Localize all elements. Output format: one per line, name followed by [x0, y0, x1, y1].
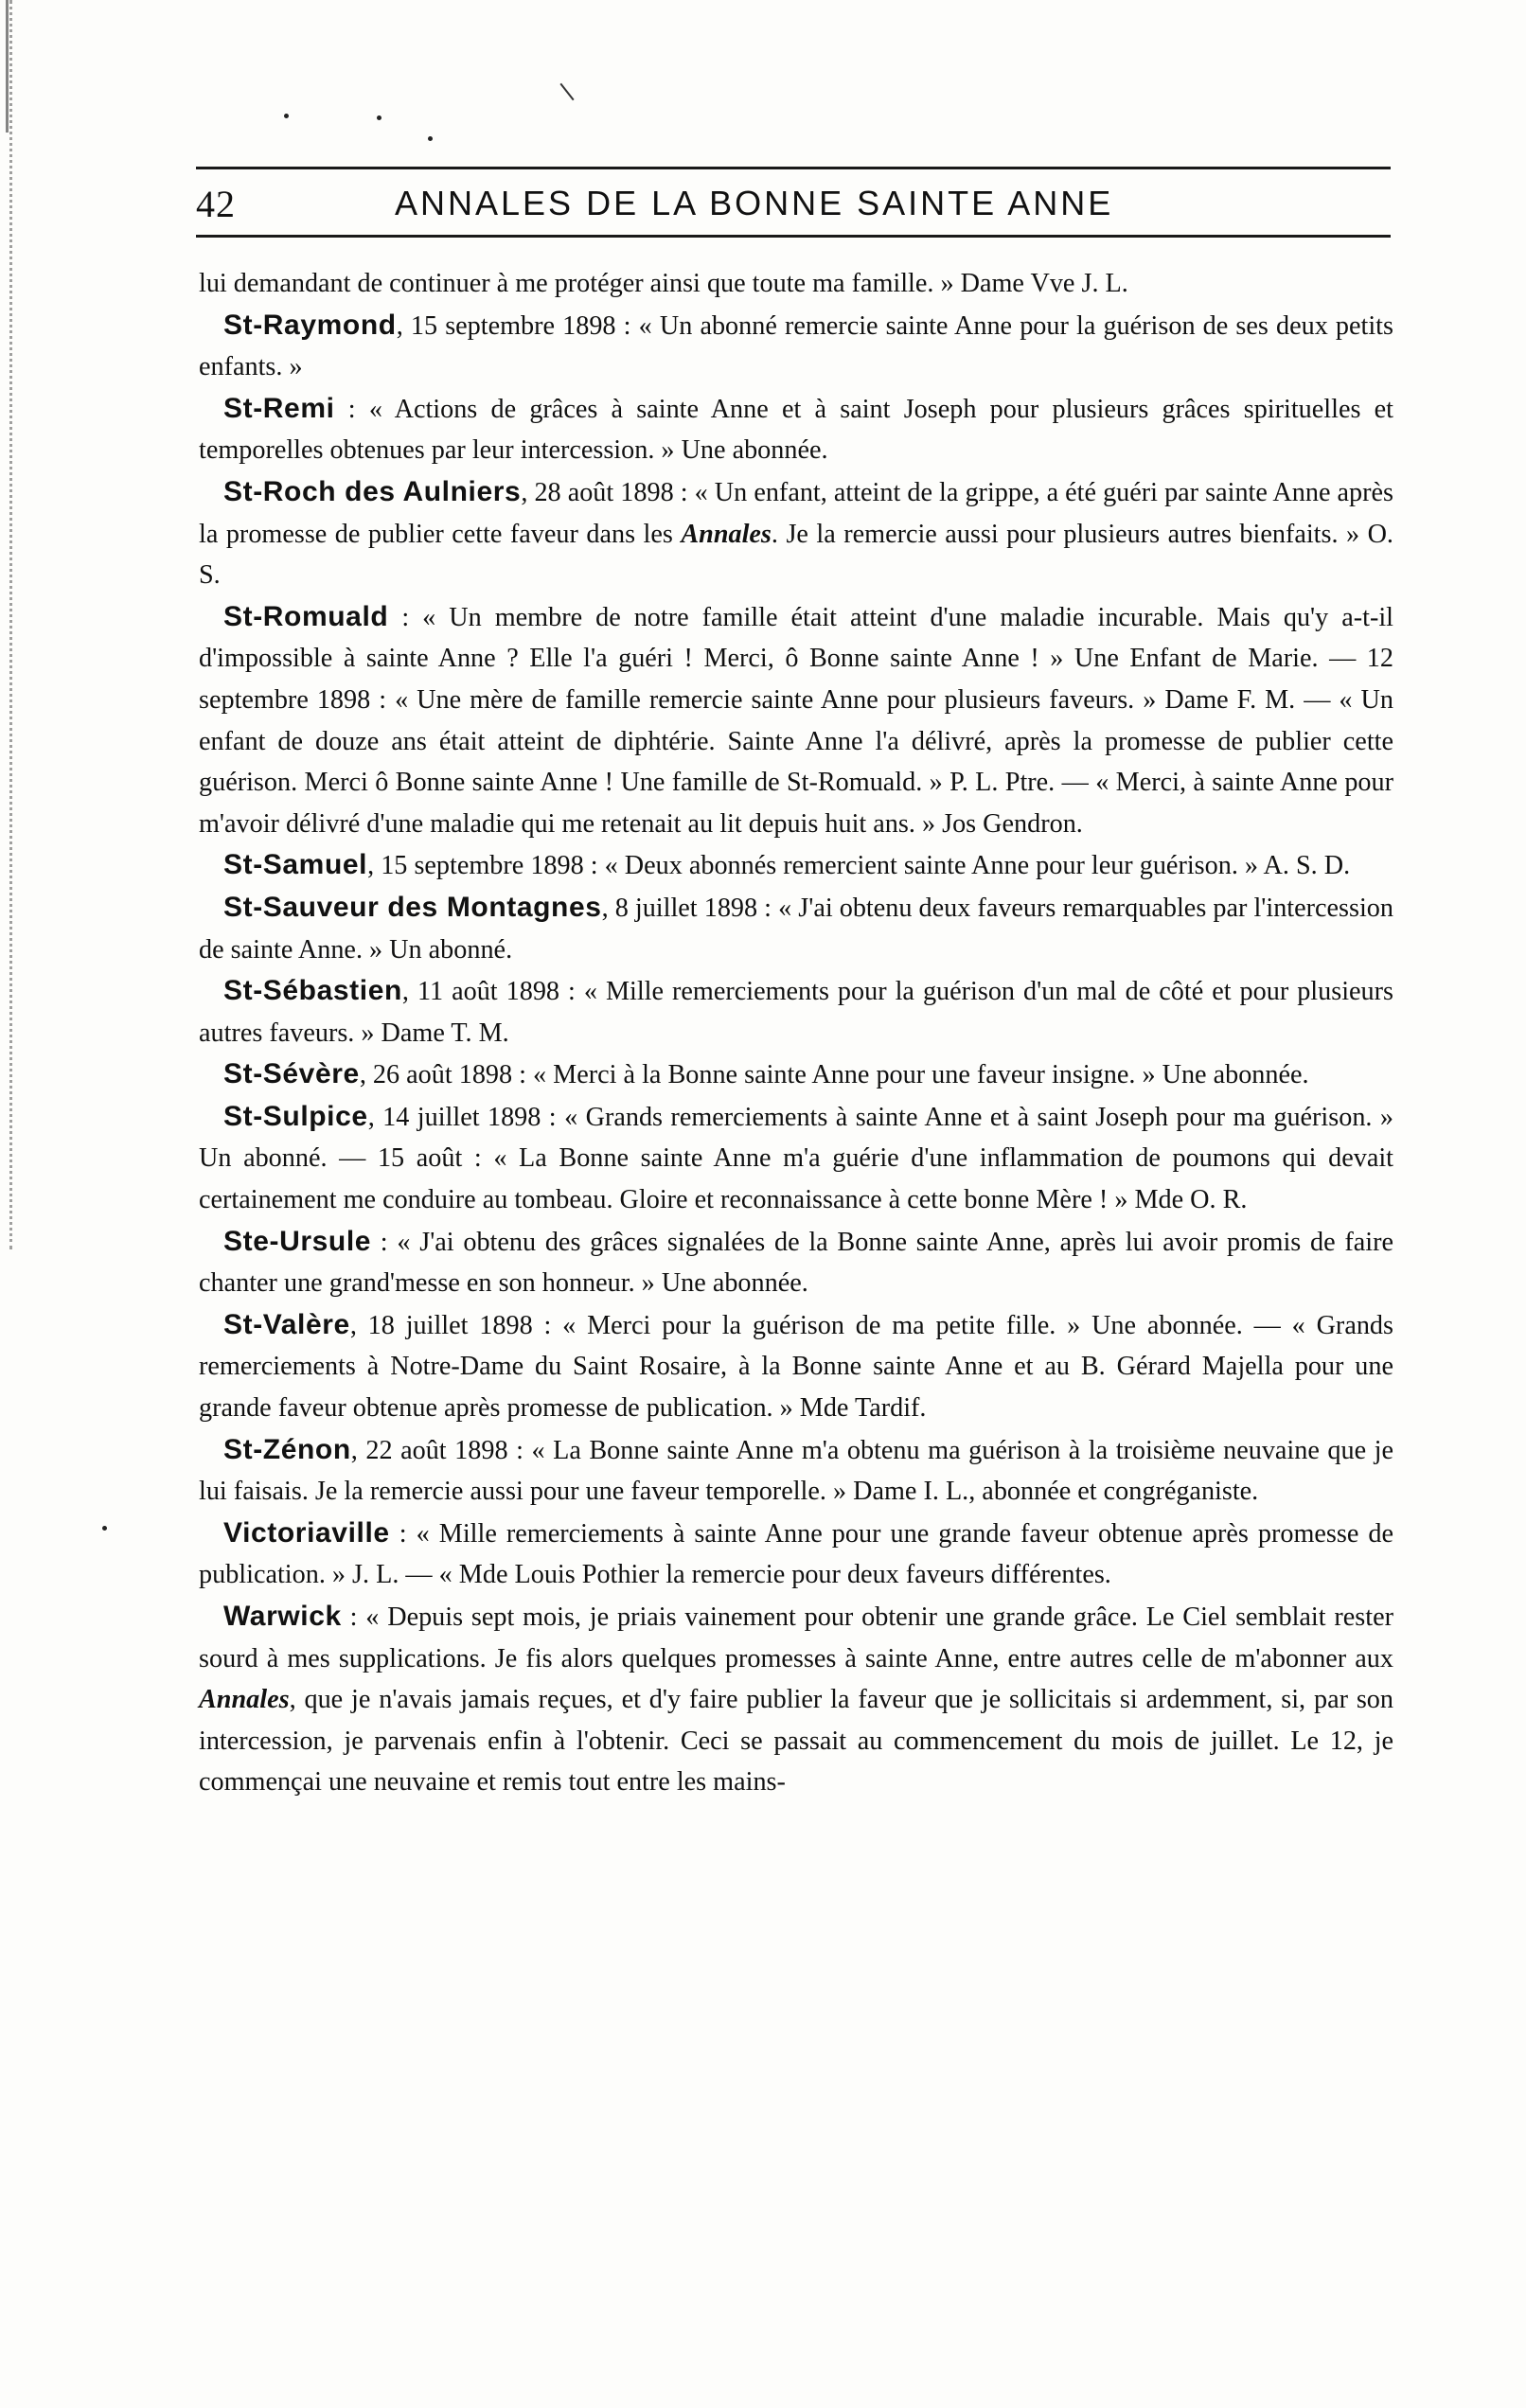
- entry-st-sebastien: [199, 970, 1393, 1054]
- entry-text: , 22 août 1898 : « La Bonne sainte Anne m'a obtenu ma guérison à la troisième neuvaine que je lui faisais. Je la remercie aussi pour une faveur temporelle. » Dame I. L., abonnée et congréganiste.: [199, 1435, 1393, 1507]
- entry-text-after: , que je n'avais jamais reçues, et d'y faire publier la faveur que je sollicitais si ardemment, si, par son intercession, je parvenais enfin à l'obtenir. Ceci se passait au commencement du mois de juillet. Le 12, je commençai une neuvaine et remis tout entre les mains-: [199, 1685, 1393, 1797]
- entry-text: , 15 septembre 1898 : « Un abonné remercie sainte Anne pour la guérison de ses deux petits enfants. »: [199, 310, 1393, 382]
- entry-text: , 15 septembre 1898 : « Deux abonnés remercient sainte Anne pour leur guérison. » A. S. D.: [367, 851, 1351, 881]
- ink-stroke: [559, 83, 574, 101]
- italic-title: Annales: [199, 1685, 290, 1715]
- place-name: Warwick: [223, 1601, 342, 1632]
- entry-text-after: . Je la remercie aussi pour plusieurs autres bienfaits. » O. S.: [199, 519, 1393, 591]
- entry-continuation: [199, 263, 1393, 305]
- entry-st-valere: [199, 1304, 1393, 1429]
- place-name: St-Raymond: [223, 309, 397, 341]
- place-name: St-Romuald: [223, 600, 389, 632]
- entry-text: , 28 août 1898 : « Un enfant, atteint de la grippe, a été guéri par sainte Anne après la promesse de publier cette faveur dans les: [199, 477, 1393, 549]
- place-name: St-Zénon: [223, 1433, 351, 1465]
- place-name: St-Sulpice: [223, 1100, 368, 1132]
- header-rule-bottom: [196, 235, 1391, 238]
- place-name: St-Sauveur des Montagnes: [223, 891, 602, 923]
- entry-st-severe: [199, 1054, 1393, 1096]
- entry-st-sauveur: [199, 887, 1393, 970]
- entry-text: , 26 août 1898 : « Merci à la Bonne sainte Anne pour une faveur insigne. » Une abonnée.: [359, 1060, 1309, 1090]
- entry-text: : « Mille remerciements à sainte Anne pour une grande faveur obtenue après promesse de publication. » J. L. — « Mde Louis Pothier la remercie pour deux faveurs différentes.: [199, 1518, 1393, 1590]
- place-name: St-Remi: [223, 392, 335, 424]
- entry-text: : « Actions de grâces à sainte Anne et à saint Joseph pour plusieurs grâces spirituelles et temporelles obtenues par leur intercession. » Une abonnée.: [199, 394, 1393, 466]
- place-name: Ste-Ursule: [223, 1225, 372, 1257]
- page-header: [196, 161, 1391, 251]
- entry-st-romuald: [199, 596, 1393, 845]
- place-name: St-Sévère: [223, 1058, 360, 1090]
- entry-st-raymond: [199, 305, 1393, 388]
- entry-st-sulpice: [199, 1096, 1393, 1221]
- entry-text: : « Depuis sept mois, je priais vainement pour obtenir une grande grâce. Le Ciel semblait rester sourd à mes supplications. Je fis alors quelques promesses à sainte Anne, entre autres celle de m'abonner aux: [199, 1602, 1393, 1673]
- ink-speck: [102, 1526, 107, 1531]
- entry-st-roch: [199, 471, 1393, 596]
- place-name: St-Sébastien: [223, 975, 402, 1007]
- page-number: 42: [196, 183, 236, 225]
- entry-victoriaville: [199, 1513, 1393, 1596]
- entry-text: , 11 août 1898 : « Mille remerciements pour la guérison d'un mal de côté et pour plusieurs autres faveurs. » Dame T. M.: [199, 977, 1393, 1048]
- place-name: Victoriaville: [223, 1516, 390, 1549]
- entry-warwick: [199, 1596, 1393, 1803]
- entry-text: , 8 juillet 1898 : « J'ai obtenu deux faveurs remarquables par l'intercession de sainte Anne. » Un abonné.: [199, 893, 1393, 965]
- entry-text: , 18 juillet 1898 : « Merci pour la guérison de ma petite fille. » Une abonnée. — « Grands remerciements à Notre-Dame du Saint Rosaire, à la Bonne sainte Anne et au B. Gérard Majella pour une grande faveur obtenue après promesse de publication. » Mde Tardif.: [199, 1310, 1393, 1424]
- entry-text: : « Un membre de notre famille était atteint d'une maladie incurable. Mais qu'y a-t-il d'impossible à sainte Anne ? Elle l'a guéri ! Merci, ô Bonne sainte Anne ! » Une Enfant de Marie. — 12 septembre 1898 : « Une mère de famille remercie sainte Anne pour plusieurs faveurs. » Dame F. M. — « Un enfant de douze ans était atteint de diphtérie. Sainte Anne l'a délivré, après la promesse de publier cette guérison. Merci ô Bonne sainte Anne ! Une famille de St-Romuald. » P. L. Ptre. — « Merci, à sainte Anne pour m'avoir délivré d'une maladie qui me retenait au lit depuis huit ans. » Jos Gendron.: [199, 602, 1393, 839]
- entry-st-samuel: [199, 844, 1393, 887]
- entry-st-zenon: [199, 1429, 1393, 1513]
- body-text: [199, 263, 1393, 1803]
- running-title: ANNALES DE LA BONNE SAINTE ANNE: [395, 184, 1114, 222]
- ink-speck: [377, 115, 382, 120]
- entry-st-remi: [199, 388, 1393, 471]
- place-name: St-Samuel: [223, 849, 368, 881]
- entry-text: , 14 juillet 1898 : « Grands remerciements à sainte Anne et à saint Joseph pour ma guérison. » Un abonné. — 15 août : « La Bonne sainte Anne m'a guérie d'une inflammation de poumons qui devait certainement me conduire au tombeau. Gloire et reconnaissance à cette bonne Mère ! » Mde O. R.: [199, 1102, 1393, 1215]
- header-rule-top: [196, 167, 1391, 169]
- place-name: St-Roch des Aulniers: [223, 475, 522, 507]
- italic-title: Annales: [681, 519, 772, 549]
- entry-text: lui demandant de continuer à me protéger ainsi que toute ma famille. » Dame Vve J. L.: [199, 269, 1128, 298]
- ink-speck: [428, 136, 433, 141]
- place-name: St-Valère: [223, 1308, 350, 1340]
- binding-dots: [9, 0, 18, 1249]
- entry-ste-ursule: [199, 1221, 1393, 1304]
- entry-text: : « J'ai obtenu des grâces signalées de la Bonne sainte Anne, après lui avoir promis de faire chanter une grand'messe en son honneur. » Une abonnée.: [199, 1227, 1393, 1299]
- ink-speck: [284, 114, 289, 118]
